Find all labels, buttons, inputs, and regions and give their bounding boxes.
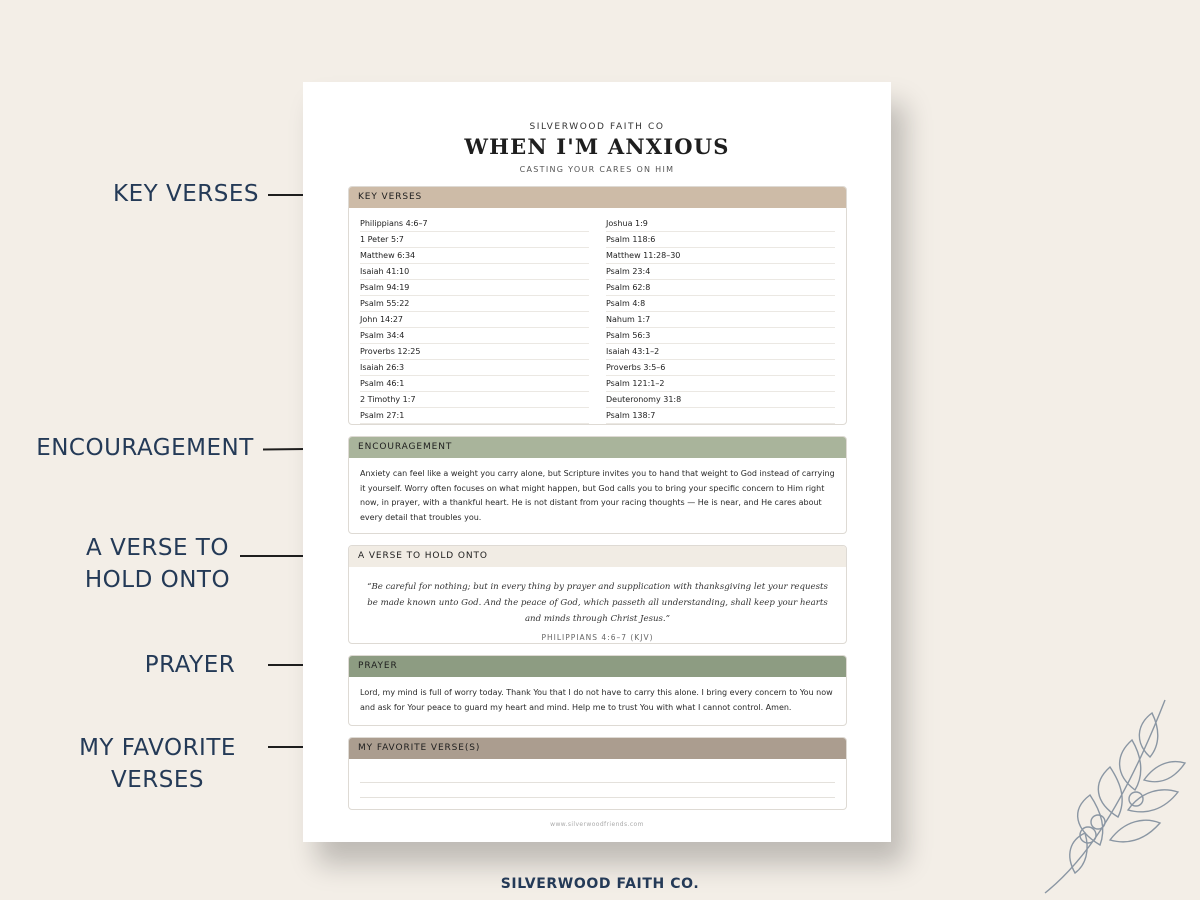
callout-verse-line-2: HOLD ONTO bbox=[84, 567, 231, 593]
verse-column-right bbox=[606, 216, 835, 424]
verse-reference-item: Psalm 56:3 bbox=[606, 328, 835, 344]
verse-reference-item: Matthew 11:28–30 bbox=[606, 248, 835, 264]
olive-branch-icon bbox=[1040, 695, 1190, 895]
verse-reference-item: Psalm 27:1 bbox=[360, 408, 589, 424]
verse-reference-item: Philippians 4:6–7 bbox=[360, 216, 589, 232]
verse-reference-item: Psalm 118:6 bbox=[606, 232, 835, 248]
verse-reference-item: Psalm 121:1–2 bbox=[606, 376, 835, 392]
verse-reference-item: Isaiah 26:3 bbox=[360, 360, 589, 376]
key-verses-list bbox=[349, 208, 846, 424]
verse-reference-item: Isaiah 41:10 bbox=[360, 264, 589, 280]
encouragement-header: ENCOURAGEMENT bbox=[349, 437, 846, 458]
verse-reference-item: Psalm 94:19 bbox=[360, 280, 589, 296]
key-verses-section bbox=[348, 186, 847, 425]
callout-favorite-line-1: MY FAVORITE bbox=[79, 735, 236, 761]
page-title: WHEN I'M ANXIOUS bbox=[464, 134, 730, 159]
verse-reference-item: Psalm 23:4 bbox=[606, 264, 835, 280]
verse-column-left bbox=[360, 216, 589, 424]
verse-reference-item: Isaiah 43:1–2 bbox=[606, 344, 835, 360]
callout-favorite-verses bbox=[70, 732, 245, 796]
key-verses-header: KEY VERSES bbox=[349, 187, 846, 208]
verse-reference-item: Nahum 1:7 bbox=[606, 312, 835, 328]
brand-name: SILVERWOOD FAITH CO bbox=[529, 122, 665, 132]
verse-reference-item: 1 Peter 5:7 bbox=[360, 232, 589, 248]
verse-reference-item: Deuteronomy 31:8 bbox=[606, 392, 835, 408]
callout-prayer: PRAYER bbox=[144, 652, 236, 678]
verse-reference: PHILIPPIANS 4:6–7 (KJV) bbox=[541, 633, 654, 642]
verse-reference-item: Psalm 34:4 bbox=[360, 328, 589, 344]
verse-reference-item: Psalm 4:8 bbox=[606, 296, 835, 312]
callout-encouragement: ENCOURAGEMENT bbox=[36, 435, 254, 461]
callout-key-verses: KEY VERSES bbox=[113, 181, 259, 207]
prayer-text: Lord, my mind is full of worry today. Thank You that I do not have to carry this alone. I bring every concern to You now and ask for Your peace to guard my heart and mind. Help me to trust You with what I cannot control. Amen. bbox=[360, 688, 833, 712]
verse-reference-item: Proverbs 12:25 bbox=[360, 344, 589, 360]
verse-reference-item: Psalm 46:1 bbox=[360, 376, 589, 392]
favorite-verses-section bbox=[348, 737, 847, 810]
callout-verse-line-1: A VERSE TO bbox=[86, 535, 229, 561]
verse-reference-item: Psalm 62:8 bbox=[606, 280, 835, 296]
verse-reference-item: Psalm 138:7 bbox=[606, 408, 835, 424]
verse-reference-item: John 14:27 bbox=[360, 312, 589, 328]
prayer-section bbox=[348, 655, 847, 726]
favorite-verses-header: MY FAVORITE VERSE(S) bbox=[349, 738, 846, 759]
verse-quote: “Be careful for nothing; but in every thing by prayer and supplication with thanksgiving let your requests be made known unto God. And the peace of God, which passeth all understanding, shall keep your hearts and minds through Christ Jesus.” bbox=[367, 582, 828, 624]
callout-favorite-line-2: VERSES bbox=[111, 767, 204, 793]
footer-url: www.silverwoodfriends.com bbox=[550, 821, 644, 828]
verse-reference-item: Proverbs 3:5–6 bbox=[606, 360, 835, 376]
verse-reference-item: 2 Timothy 1:7 bbox=[360, 392, 589, 408]
verse-section bbox=[348, 545, 847, 644]
prayer-header: PRAYER bbox=[349, 656, 846, 677]
writing-line[interactable] bbox=[360, 797, 835, 798]
page-subtitle: CASTING YOUR CARES ON HIM bbox=[519, 165, 675, 174]
printable-page bbox=[303, 82, 891, 842]
encouragement-text: Anxiety can feel like a weight you carry alone, but Scripture invites you to hand that weight to God instead of carrying it yourself. Worry often focuses on what might happen, but God calls you to bring your specific concern to Him right now, in prayer, with a thankful heart. He is not distant from your racing thoughts — He is near, and He cares about every detail that troubles you. bbox=[360, 469, 835, 522]
verse-reference-item: Joshua 1:9 bbox=[606, 216, 835, 232]
verse-reference-item: Matthew 6:34 bbox=[360, 248, 589, 264]
callout-verse-to-hold-onto bbox=[70, 532, 245, 596]
verse-reference-item: Psalm 55:22 bbox=[360, 296, 589, 312]
verse-header: A VERSE TO HOLD ONTO bbox=[349, 546, 846, 567]
footer-brand: SILVERWOOD FAITH CO. bbox=[500, 876, 700, 892]
encouragement-section bbox=[348, 436, 847, 534]
